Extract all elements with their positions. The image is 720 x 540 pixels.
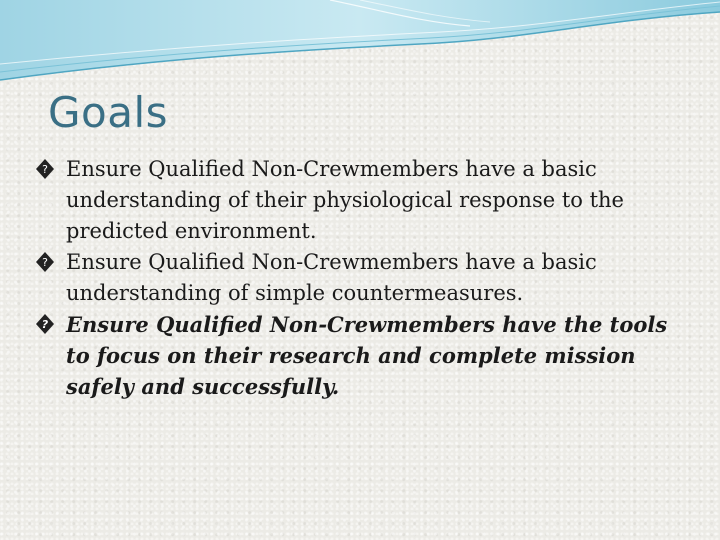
slide-title: Goals (48, 88, 169, 137)
bullet-list (36, 154, 696, 402)
svg-text:?: ? (42, 256, 48, 269)
bullet-text: Ensure Qualified Non-Crewmembers have a basic understanding of their physiological response to the predicted environment. (66, 157, 624, 243)
bullet-item (36, 247, 696, 309)
header-wave-decoration (0, 0, 720, 90)
bullet-item (36, 154, 696, 247)
missing-glyph-icon (36, 252, 54, 272)
svg-text:?: ? (41, 318, 49, 331)
svg-text:?: ? (42, 163, 48, 176)
bullet-text: Ensure Qualified Non-Crewmembers have the tools to focus on their research and complete mission safely and successfully. (66, 312, 668, 399)
missing-glyph-icon (36, 314, 54, 334)
bullet-text: Ensure Qualified Non-Crewmembers have a basic understanding of simple countermeasures. (66, 250, 597, 305)
missing-glyph-icon (36, 159, 54, 179)
bullet-item (36, 309, 696, 402)
